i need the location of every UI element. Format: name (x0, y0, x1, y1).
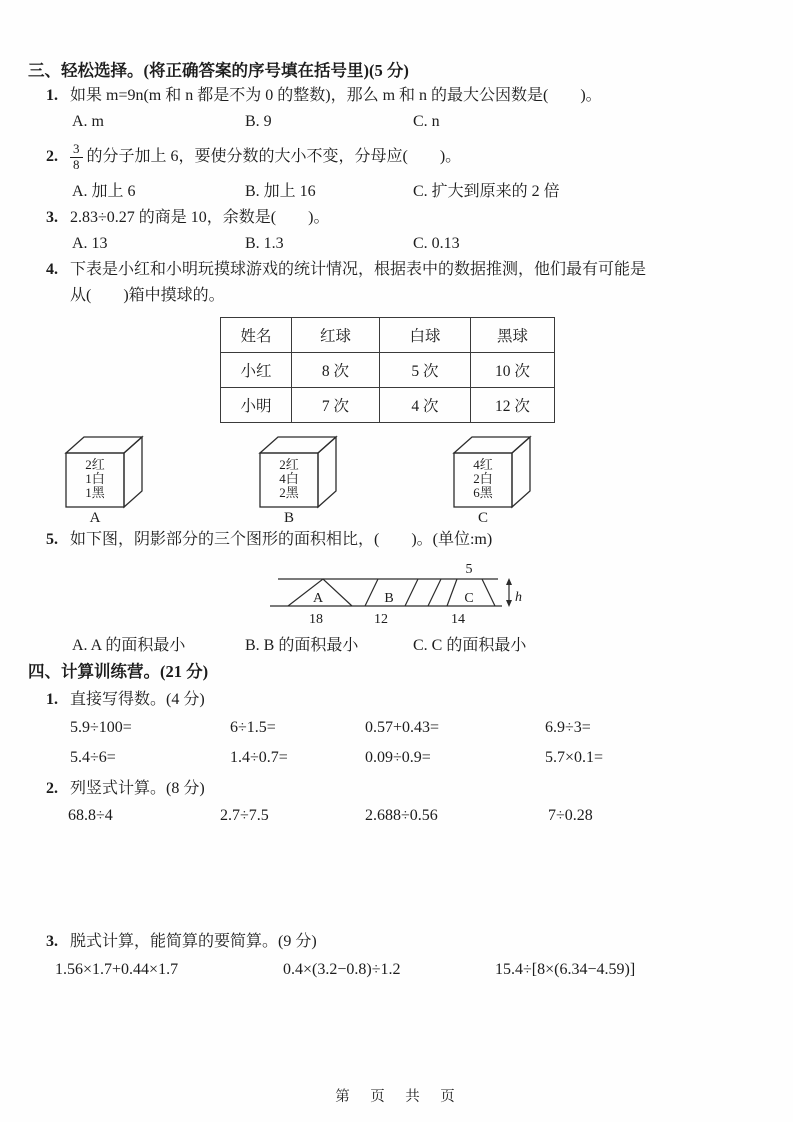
box-a-line-2: 1白 (85, 471, 105, 486)
box-b-cube-figure (256, 431, 346, 509)
table-cell: 4 次 (380, 388, 471, 423)
base-a-label: 18 (309, 612, 323, 627)
question-3-text: 2.83÷0.27 的商是 10，余数是( )。 (70, 209, 330, 226)
question-3-number: 3. (46, 209, 58, 226)
divider-slant-line (428, 579, 441, 606)
shape-c-label: C (464, 591, 474, 606)
top-length-label: 5 (465, 562, 473, 577)
trapezoid-c-right (482, 579, 495, 606)
step-calculation-row (55, 955, 765, 985)
box-b-line-3: 2黑 (279, 485, 299, 500)
expression: 6.9÷3= (545, 719, 591, 736)
option-b: B. 1.3 (245, 235, 284, 252)
question-5 (46, 527, 765, 553)
parallelogram-b-left (365, 579, 378, 606)
box-a (62, 431, 152, 527)
expression: 5.9÷100= (70, 719, 132, 736)
table-cell: 5 次 (380, 353, 471, 388)
box-b-line-1: 2红 (279, 457, 299, 472)
fraction-denominator: 8 (70, 157, 83, 173)
part-1-title-text: 直接写得数。(4 分) (70, 691, 205, 708)
header-cell-name: 姓名 (221, 318, 292, 353)
table-cell: 7 次 (292, 388, 380, 423)
direct-calculation-row-2 (70, 743, 765, 773)
base-b-label: 12 (374, 612, 388, 627)
header-cell-white: 白球 (380, 318, 471, 353)
option-c: C. 扩大到原来的 2 倍 (413, 183, 560, 200)
question-4-number: 4. (46, 261, 58, 278)
expression: 7÷0.28 (548, 807, 593, 824)
section-3-heading: 三、轻松选择。(将正确答案的序号填在括号里)(5 分) (28, 61, 409, 80)
expression: 0.57+0.43= (365, 719, 440, 736)
question-3 (46, 205, 765, 231)
table-cell: 小红 (221, 353, 292, 388)
box-a-label: A (89, 510, 101, 526)
part-3-title-text: 脱式计算，能简算的要简算。(9 分) (70, 933, 317, 950)
expression: 5.4÷6= (70, 749, 116, 766)
question-3-options (72, 231, 765, 257)
arrow-down-icon (506, 600, 512, 607)
table-row (221, 353, 555, 388)
box-b (256, 431, 346, 527)
box-c-line-1: 4红 (473, 457, 493, 472)
option-a: A. m (72, 113, 104, 130)
parallelogram-b-right (405, 579, 418, 606)
box-c (450, 431, 540, 527)
question-1-text: 如果 m=9n(m 和 n 都是不为 0 的整数)，那么 m 和 n 的最大公因数是( )。 (70, 87, 602, 104)
ball-boxes-row (62, 431, 540, 527)
box-a-line-3: 1黑 (85, 485, 105, 500)
fraction-numerator: 3 (73, 140, 80, 156)
box-c-line-2: 2白 (473, 471, 493, 486)
part-1-number: 1. (46, 691, 58, 708)
box-c-label: C (477, 510, 488, 526)
part-2-number: 2. (46, 780, 58, 797)
ball-stats-table (220, 317, 555, 423)
question-2-text: 的分子加上 6，要使分数的大小不变，分母应( )。 (86, 148, 462, 165)
strip-shapes-figure (262, 559, 524, 631)
question-5-options (72, 633, 765, 659)
table-cell: 10 次 (471, 353, 555, 388)
option-b: B. 9 (245, 113, 272, 130)
option-a: A. 13 (72, 235, 108, 252)
part-3-number: 3. (46, 933, 58, 950)
question-1-number: 1. (46, 87, 58, 104)
box-b-label: B (283, 510, 294, 526)
arrow-up-icon (506, 578, 512, 585)
box-a-cube-figure (62, 431, 152, 509)
box-b-line-2: 4白 (279, 471, 299, 486)
expression: 0.09÷0.9= (365, 749, 431, 766)
expression: 1.56×1.7+0.44×1.7 (55, 961, 179, 978)
expression: 2.688÷0.56 (365, 807, 438, 824)
header-cell-red: 红球 (292, 318, 380, 353)
table-header-row (221, 318, 555, 353)
shape-b-label: B (384, 591, 394, 606)
header-cell-black: 黑球 (471, 318, 555, 353)
expression: 0.4×(3.2−0.8)÷1.2 (283, 961, 401, 978)
question-1-options (72, 109, 765, 135)
section-4-heading: 四、计算训练营。(21 分) (28, 662, 209, 681)
box-c-cube-figure (450, 431, 540, 509)
expression: 5.7×0.1= (545, 749, 604, 766)
option-a: A. A 的面积最小 (72, 637, 186, 654)
fraction-three-eighths (70, 142, 83, 173)
part-2-title-text: 列竖式计算。(8 分) (70, 780, 205, 797)
height-label: h (515, 590, 522, 605)
section-4-part-1-title (46, 686, 765, 713)
page-footer: 第 页 共 页 (335, 1089, 458, 1105)
option-c: C. C 的面积最小 (413, 637, 527, 654)
table-row (221, 388, 555, 423)
area-comparison-figure (262, 559, 765, 631)
option-b: B. 加上 16 (245, 183, 316, 200)
question-5-number: 5. (46, 531, 58, 548)
expression: 1.4÷0.7= (230, 749, 288, 766)
section-4-part-3-title (46, 928, 765, 955)
table-cell: 12 次 (471, 388, 555, 423)
section-4-part-2-title (46, 775, 765, 802)
direct-calculation-row-1 (70, 713, 765, 743)
box-a-line-1: 2红 (85, 457, 105, 472)
shape-a-label: A (312, 591, 324, 606)
base-c-label: 14 (451, 612, 465, 627)
question-2-number: 2. (46, 148, 58, 165)
option-b: B. B 的面积最小 (245, 637, 359, 654)
option-c: C. 0.13 (413, 235, 460, 252)
question-2-options (72, 179, 765, 205)
question-4-text-line2: 从( )箱中摸球的。 (70, 287, 225, 304)
expression: 68.8÷4 (68, 807, 113, 824)
question-2 (46, 135, 765, 179)
vertical-calculation-row (68, 802, 765, 830)
question-1 (46, 83, 765, 109)
option-a: A. 加上 6 (72, 183, 136, 200)
expression: 6÷1.5= (230, 719, 276, 736)
expression: 2.7÷7.5 (220, 807, 269, 824)
table-cell: 8 次 (292, 353, 380, 388)
expression: 15.4÷[8×(6.34−4.59)] (495, 961, 636, 978)
question-4 (46, 257, 765, 283)
box-c-line-3: 6黑 (473, 485, 493, 500)
option-c: C. n (413, 113, 440, 130)
question-5-text: 如下图，阴影部分的三个图形的面积相比，( )。(单位:m) (70, 531, 493, 548)
table-cell: 小明 (221, 388, 292, 423)
question-4-text-line1: 下表是小红和小明玩摸球游戏的统计情况，根据表中的数据推测，他们最有可能是 (70, 261, 647, 278)
trapezoid-c-left (447, 579, 457, 606)
